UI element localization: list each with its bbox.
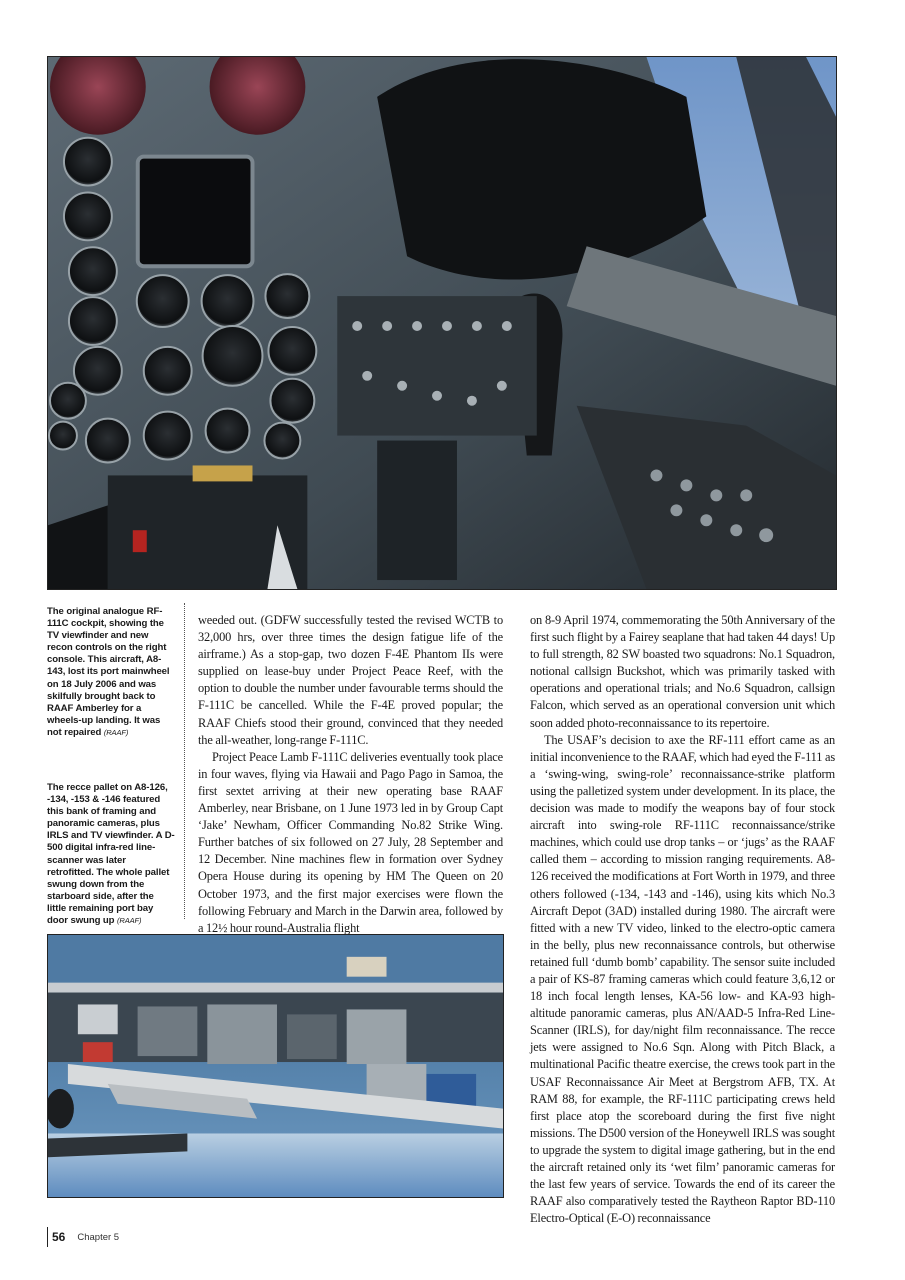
body-column-right <box>530 612 835 1227</box>
folio-rule <box>47 1227 48 1247</box>
caption-divider <box>184 603 185 919</box>
paragraph: Project Peace Lamb F-111C deliveries eventually took place in four waves, flying via Hawaii and Pago Pago in Samoa, the first sextet arriving at their new operating base RAAF Amberley, near Brisbane, on 1 June 1973 led in by Group Capt ‘Jake’ Newham, Officer Commanding No.82 Strike Wing. Further batches of six followed on 27 July, 28 September and 12 December. Nine machines flew in formation over Sydney Opera House during its opening by HM The Queen on 20 October 1973, and the first major exercises were flown the following February and March in the Darwin area, followed by a 12½ hour round-Australia flight <box>198 749 503 935</box>
page-footer <box>47 1227 119 1247</box>
caption-pallet-text: The recce pallet on A8-126, -134, -153 & -146 featured this bank of framing and panoramic cameras, plus IRLS and TV viewfinder. A D-500 digital infra-red line-scanner was later retrofitted. The whole pallet swung down from the starboard side, after the little remaining port bay door swung up <box>47 782 175 927</box>
cockpit-photo <box>47 56 837 590</box>
caption-pallet <box>47 782 175 927</box>
caption-cockpit <box>47 606 175 739</box>
paragraph: The USAF’s decision to axe the RF-111 effort came as an initial inconvenience to the RAAF, which had eyed the F-111 as a ‘swing-wing, swing-role’ reconnaissance-strike platform using the palletized system under development. In its place, the decision was made to modify the weapons bay of four stock aircraft into swing-role RF-111C reconnaissance/strike machines, which could use drop tanks – or ‘jugs’ as the RAAF called them – according to mission ranging requirements. A8-126 received the modifications at Fort Worth in 1979, and three others followed (-134, -143 and -146), using kits which No.3 Aircraft Depot (3AD) installed during 1980. The aircraft were fitted with a new TV video, linked to the electro-optic camera in the belly, plus new reconnaissance controls, but otherwise retained full ‘dumb bomb’ capability. The sensor suite included a pair of KS-87 framing cameras which could feature 3,6,12 or 18 inch focal length lenses, KA-56 low- and KA-93 high-altitude panoramic cameras, plus AN/AAD-5 Infra-Red Line-Scanner (IRLS), for day/night film reconnaissance. The recce jets were assigned to No.6 Sqn. Along with Pitch Black, a multinational Pacific theatre exercise, the crews took part in the USAF Reconnaissance Air Meet at Bergstrom AFB, TX. At RAM 88, for example, the RF-111C participating crews held first place atop the scoreboard during the first five night missions. The D500 version of the Honeywell IRLS was sought to upgrade the system to digital image gathering, but in the end the aircraft retained only its ‘wet film’ panoramic cameras for the last few years of service. Towards the end of its career the RAAF also comparatively tested the Raytheon Raptor BD-110 Electro-Optical (E-O) reconnaissance <box>530 732 835 1226</box>
caption-cockpit-text: The original analogue RF-111C cockpit, showing the TV viewfinder and new recon controls on the right console. This aircraft, A8-143, lost its port mainwheel on 18 July 2006 and was skilfully brought back to RAAF Amberley for a wheels-up landing. It was not repaired <box>47 606 170 738</box>
paragraph: weeded out. (GDFW successfully tested the revised WCTB to 32,000 hrs, over three times the design fatigue life of the airframe.) As a stop-gap, two dozen F-4E Phantom IIs were supplied on lease-buy under Project Peace Reef, with the option to double the number under favourable terms should the F-111C be cancelled. While the F-4E proved popular; the RAAF Chiefs stood their ground, convinced that they needed the all-weather, long-range F-111C. <box>198 613 503 747</box>
body-column-middle <box>198 612 503 937</box>
chapter-label: Chapter 5 <box>77 1231 120 1243</box>
caption-cockpit-credit: (RAAF) <box>103 727 129 737</box>
page-number: 56 <box>52 1230 66 1244</box>
recce-pallet-photo <box>47 934 504 1198</box>
paragraph: on 8-9 April 1974, commemorating the 50th Anniversary of the first such flight by a Fairey seaplane that had taken 44 days! Up to full strength, 82 SW boasted two squadrons: No.1 Squadron, notional callsign Buckshot, which was primarily tasked with operations and operational trials; and No.6 Squadron, callsign Falcon, which served as an operational conversion unit which soon added photo-reconnaissance to its repertoire. <box>530 613 835 730</box>
caption-pallet-credit: (RAAF) <box>117 916 142 926</box>
